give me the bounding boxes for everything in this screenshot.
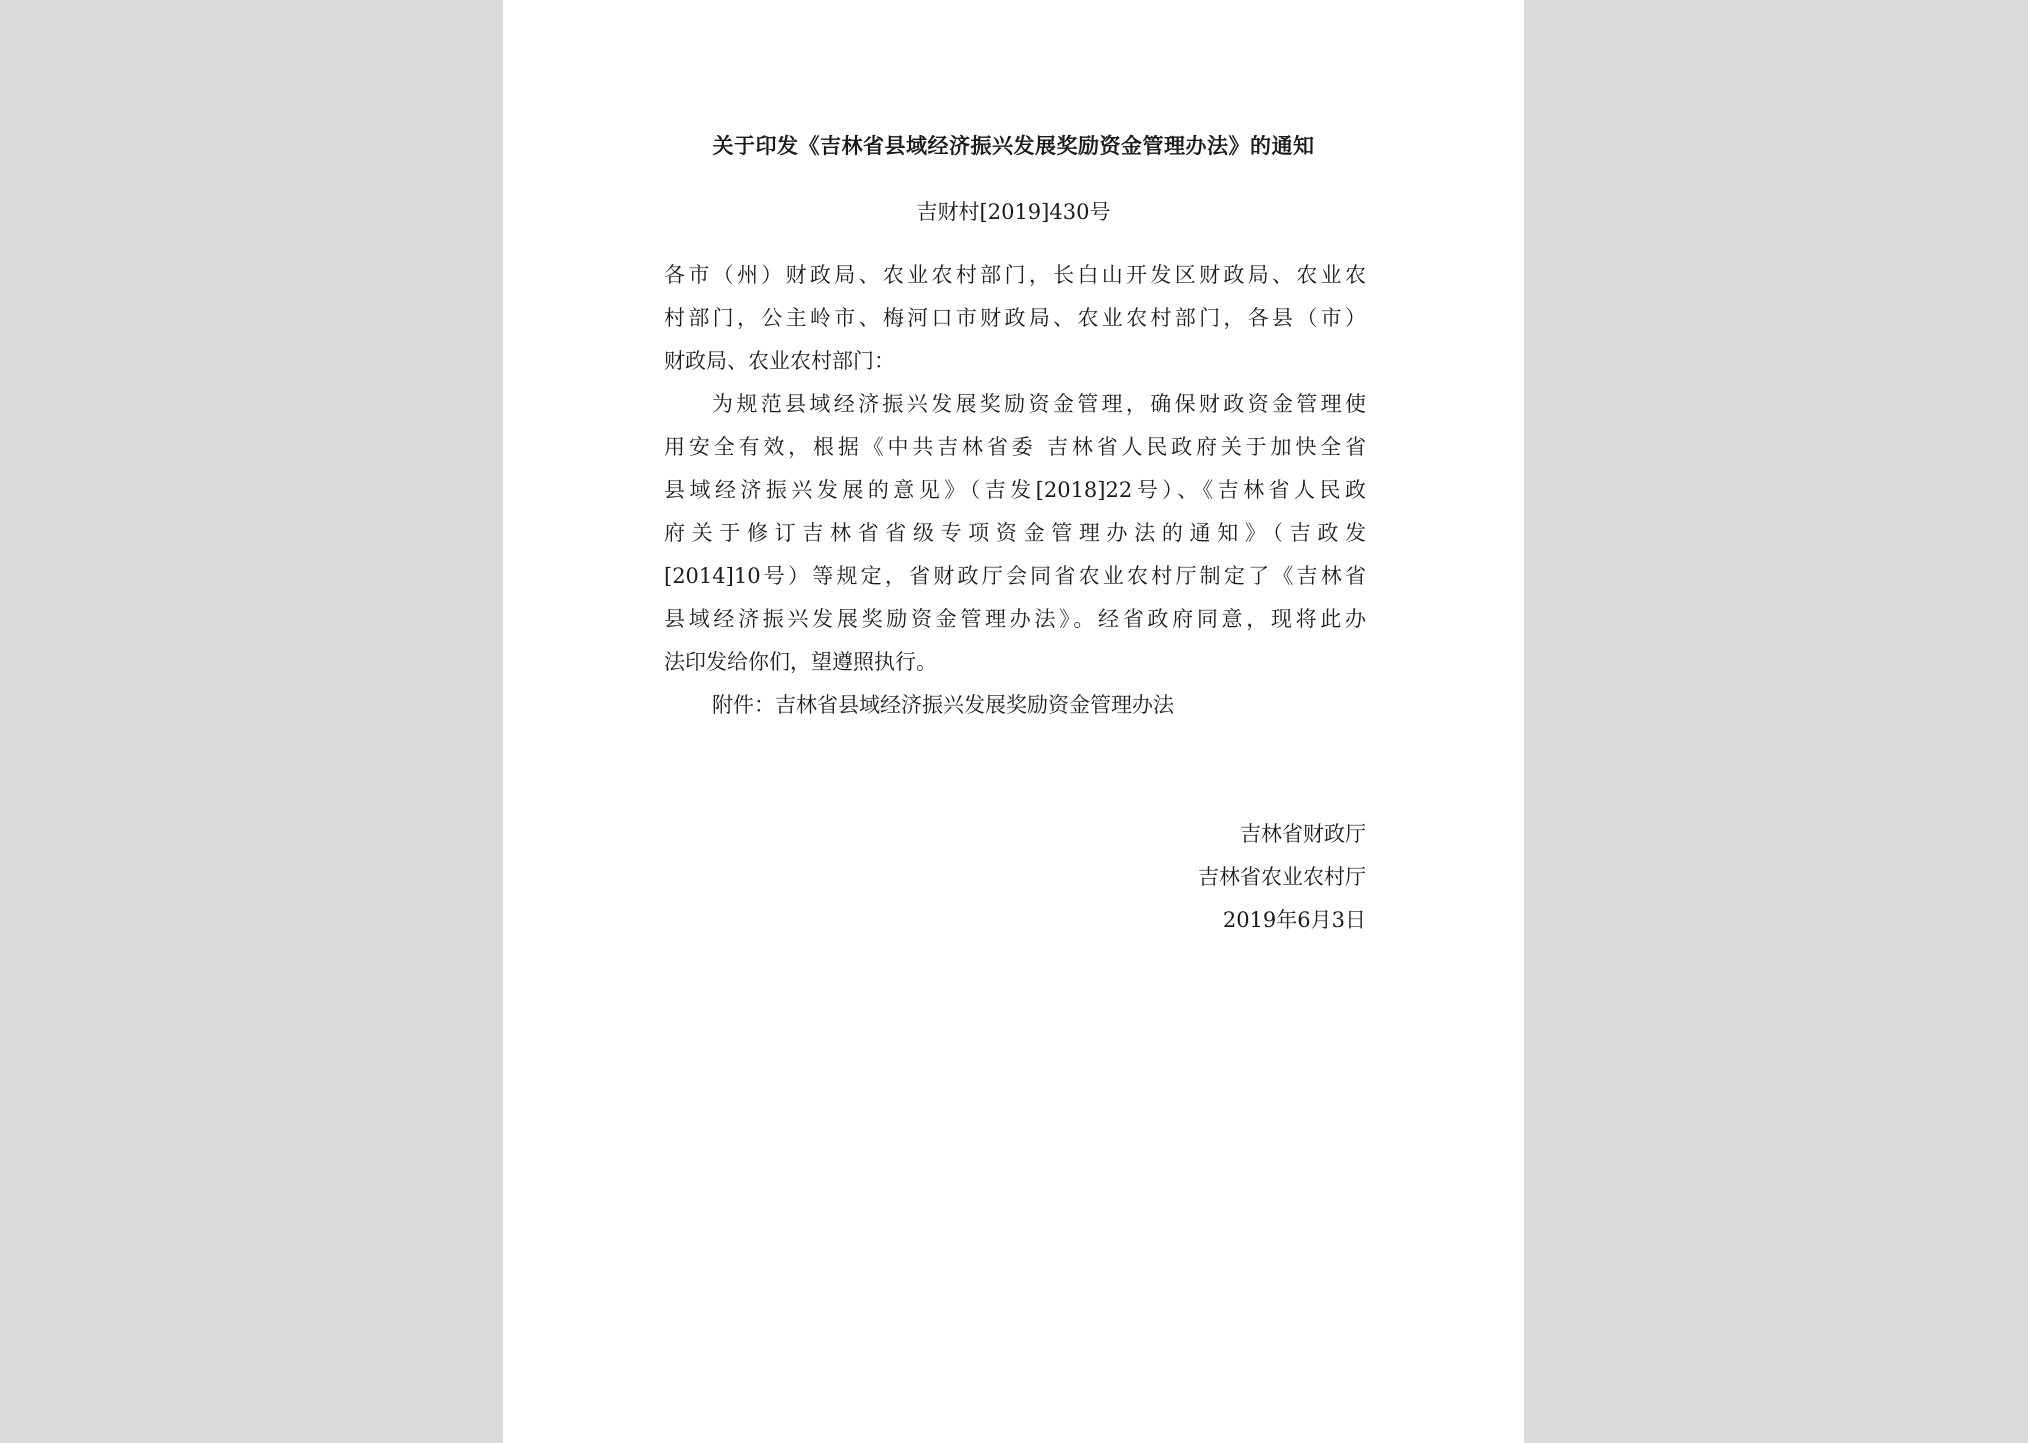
addressee-line: 村部门，公主岭市、梅河口市财政局、农业农村部门，各县（市） — [664, 306, 1366, 330]
body-line: 法印发给你们，望遵照执行。 — [664, 650, 937, 674]
document-date: 2019年6月3日 — [1222, 908, 1366, 932]
body-line: 为规范县域经济振兴发展奖励资金管理，确保财政资金管理使 — [712, 392, 1366, 416]
document-body — [664, 254, 1366, 727]
signature-agriculture-dept: 吉林省农业农村厅 — [1198, 865, 1366, 889]
signature-block — [1198, 813, 1366, 942]
body-line: 县域经济振兴发展的意见》（吉发[2018]22号）、《吉林省人民政 — [664, 478, 1366, 502]
document-number: 吉财村[2019]430号 — [916, 200, 1111, 224]
addressee-line: 财政局、农业农村部门： — [664, 349, 895, 373]
body-line: [2014]10号）等规定，省财政厅会同省农业农村厅制定了《吉林省 — [664, 564, 1366, 588]
body-line: 用安全有效，根据《中共吉林省委 吉林省人民政府关于加快全省 — [664, 435, 1366, 459]
addressee-line: 各市（州）财政局、农业农村部门，长白山开发区财政局、农业农 — [664, 263, 1366, 287]
signature-finance-dept: 吉林省财政厅 — [1240, 822, 1366, 846]
attachment-line: 附件：吉林省县域经济振兴发展奖励资金管理办法 — [712, 693, 1174, 717]
document-title: 关于印发《吉林省县域经济振兴发展奖励资金管理办法》的通知 — [712, 133, 1315, 158]
document-page — [503, 0, 1524, 1443]
body-line: 县域经济振兴发展奖励资金管理办法》。经省政府同意，现将此办 — [664, 607, 1366, 631]
body-line: 府关于修订吉林省省级专项资金管理办法的通知》（吉政发 — [664, 521, 1366, 545]
